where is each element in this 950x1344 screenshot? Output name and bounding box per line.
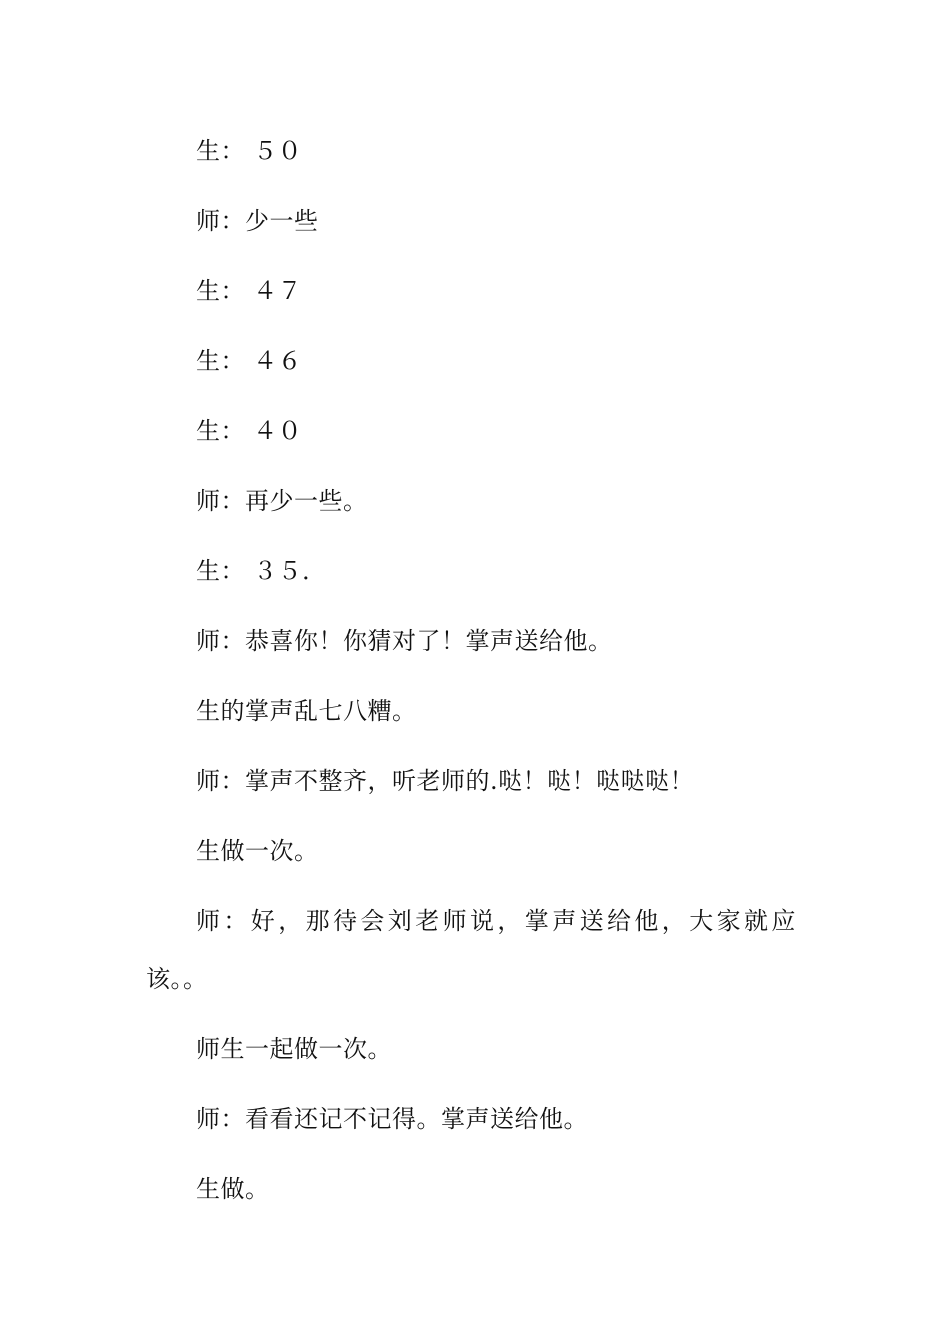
dialogue-line: 师：恭喜你！你猜对了！掌声送给他。 <box>196 627 613 655</box>
dialogue-line: 生做。 <box>196 1175 270 1203</box>
dialogue-line: 师：再少一些。 <box>196 487 368 515</box>
dialogue-line-continuation: 该。。 <box>146 965 208 993</box>
dialogue-line: 生： ４７ <box>196 277 303 305</box>
dialogue-line: 师：看看还记不记得。掌声送给他。 <box>196 1105 588 1133</box>
dialogue-line: 生： ４０ <box>196 417 303 445</box>
dialogue-line: 师：好，那待会刘老师说，掌声送给他，大家就应 <box>196 907 799 935</box>
dialogue-line: 生的掌声乱七八糟。 <box>196 697 417 725</box>
dialogue-line: 师：少一些 <box>196 207 319 235</box>
dialogue-line: 师生一起做一次。 <box>196 1035 392 1063</box>
dialogue-line: 生： ４６ <box>196 347 303 375</box>
dialogue-line: 生做一次。 <box>196 837 319 865</box>
dialogue-line: 生： ３５． <box>196 557 327 585</box>
dialogue-line: 师：掌声不整齐，听老师的.哒！哒！哒哒哒！ <box>196 767 695 795</box>
dialogue-line: 生： ５０ <box>196 137 303 165</box>
